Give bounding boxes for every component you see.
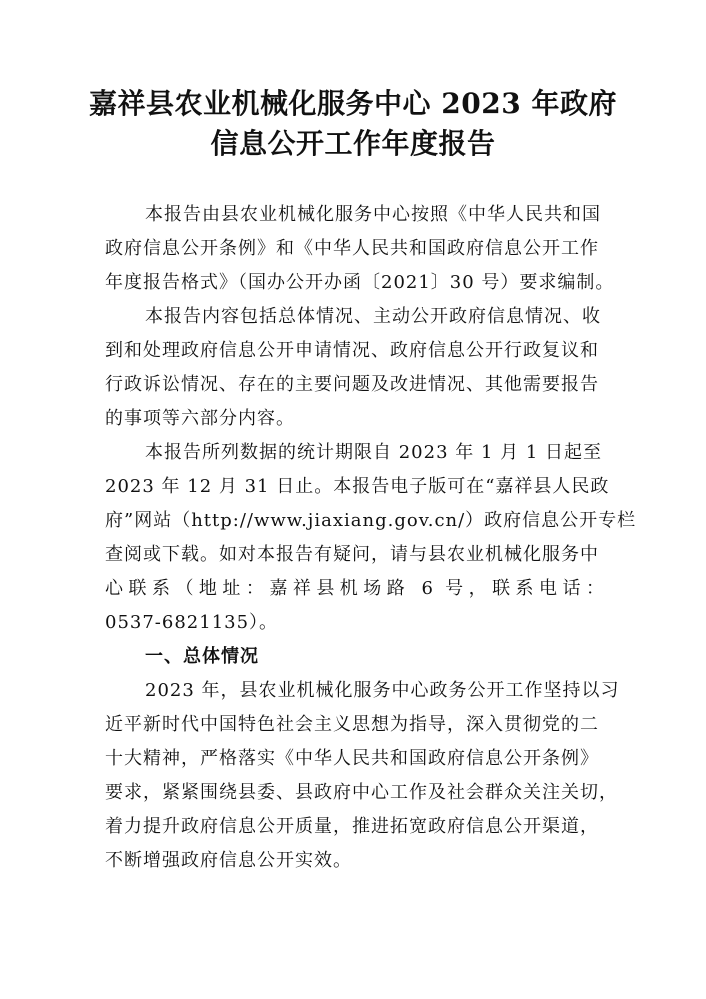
paragraph-line: 的事项等六部分内容。	[105, 408, 295, 429]
paragraph-line: 着力提升政府信息公开质量，推进拓宽政府信息公开渠道，	[105, 816, 599, 837]
section-heading-overview	[105, 640, 605, 674]
paragraph-contents	[105, 300, 605, 436]
paragraph-line: 本报告内容包括总体情况、主动公开政府信息情况、收	[145, 306, 601, 327]
paragraph-line: 要求，紧紧围绕县委、县政府中心工作及社会群众关注关切，	[105, 782, 618, 803]
paragraph-line: 0537-6821135）。	[105, 612, 279, 633]
paragraph-line: 查阅或下载。如对本报告有疑问，请与县农业机械化服务中	[105, 544, 599, 565]
paragraph-line: 2023 年 12 月 31 日止。本报告电子版可在“嘉祥县人民政	[105, 476, 610, 497]
paragraph-line: 到和处理政府信息公开申请情况、政府信息公开行政复议和	[105, 340, 599, 361]
paragraph-line: 本报告由县农业机械化服务中心按照《中华人民共和国	[145, 204, 601, 225]
paragraph-statistics-period	[105, 436, 637, 640]
paragraph-line: 心联系（地址：嘉祥县机场路 6 号，联系电话：	[105, 578, 605, 599]
paragraph-overview	[105, 674, 620, 878]
paragraph-line: 不断增强政府信息公开实效。	[105, 850, 352, 871]
paragraph-line: 近平新时代中国特色社会主义思想为指导，深入贯彻党的二	[105, 714, 599, 735]
paragraph-line: 本报告所列数据的统计期限自 2023 年 1 月 1 日起至	[145, 442, 603, 463]
paragraph-line: 行政诉讼情况、存在的主要问题及改进情况、其他需要报告	[105, 374, 599, 395]
paragraph-line: 年度报告格式》（国办公开办函〔2021〕30 号）要求编制。	[105, 272, 615, 293]
paragraph-line: 政府信息公开条例》和《中华人民共和国政府信息公开工作	[105, 238, 599, 259]
report-title-line-1: 嘉祥县农业机械化服务中心 2023 年政府	[89, 87, 617, 120]
paragraph-line: 2023 年，县农业机械化服务中心政务公开工作坚持以习	[145, 680, 620, 701]
paragraph-line: 十大精神，严格落实《中华人民共和国政府信息公开条例》	[105, 748, 599, 769]
paragraph-intro	[105, 198, 615, 300]
paragraph-line: 府”网站（http://www.jiaxiang.gov.cn/）政府信息公开专栏	[105, 510, 637, 531]
section-heading: 一、总体情况	[145, 646, 259, 667]
report-body	[105, 198, 637, 878]
report-title-line-2: 信息公开工作年度报告	[210, 127, 496, 160]
